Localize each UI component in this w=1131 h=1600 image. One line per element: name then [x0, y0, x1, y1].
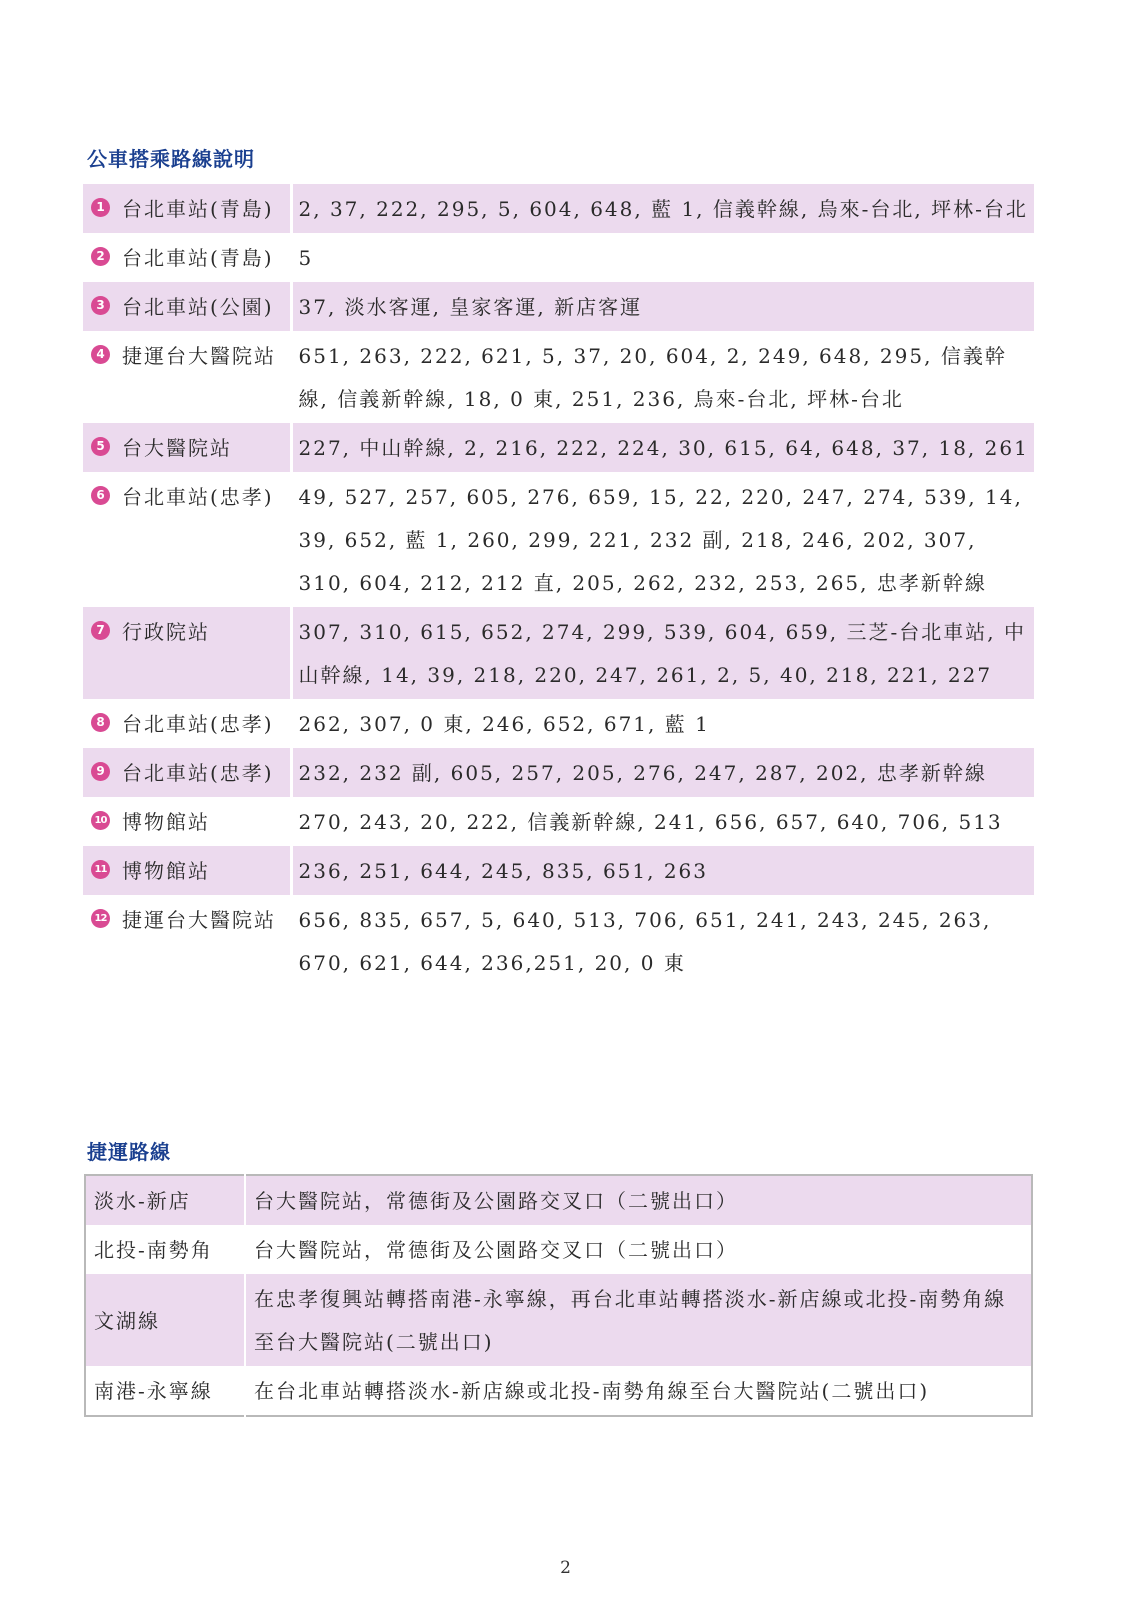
bus-route-table — [83, 184, 1034, 987]
number-badge-icon: 6 — [91, 486, 110, 505]
bus-stop-name: 台北車站(青島) — [122, 246, 274, 270]
bus-stop-name: 台北車站(忠孝) — [122, 485, 274, 509]
table-row — [85, 1225, 1032, 1274]
bus-route-list: 5 — [291, 233, 1034, 282]
table-row — [85, 1366, 1032, 1416]
bus-route-list: 2, 37, 222, 295, 5, 604, 648, 藍 1, 信義幹線, 烏來-台北, 坪林-台北 — [291, 184, 1034, 233]
mrt-route-table — [84, 1174, 1033, 1417]
bus-route-list: 37, 淡水客運, 皇家客運, 新店客運 — [291, 282, 1034, 331]
mrt-line-name: 文湖線 — [85, 1274, 245, 1366]
table-row — [83, 233, 1034, 282]
bus-route-list: 270, 243, 20, 222, 信義新幹線, 241, 656, 657, 640, 706, 513 — [291, 797, 1034, 846]
bus-route-list: 232, 232 副, 605, 257, 205, 276, 247, 287, 202, 忠孝新幹線 — [291, 748, 1034, 797]
number-badge-icon: 10 — [91, 811, 110, 830]
number-badge-icon: 11 — [91, 860, 110, 879]
number-badge-icon: 7 — [91, 621, 110, 640]
bus-stop-name: 博物館站 — [122, 810, 210, 834]
number-badge-icon: 9 — [91, 762, 110, 781]
table-row — [83, 895, 1034, 987]
number-badge-icon: 12 — [91, 909, 110, 928]
table-row — [83, 846, 1034, 895]
bus-stop-name: 博物館站 — [122, 859, 210, 883]
number-badge-icon: 8 — [91, 713, 110, 732]
bus-stop-name: 台北車站(公園) — [122, 295, 274, 319]
mrt-directions: 台大醫院站，常德街及公園路交叉口（二號出口） — [245, 1175, 1032, 1225]
mrt-directions: 台大醫院站，常德街及公園路交叉口（二號出口） — [245, 1225, 1032, 1274]
table-row — [83, 797, 1034, 846]
bus-stop-name: 捷運台大醫院站 — [122, 908, 276, 932]
table-row — [83, 423, 1034, 472]
table-row — [83, 282, 1034, 331]
number-badge-icon: 1 — [91, 198, 110, 217]
bus-route-list: 307, 310, 615, 652, 274, 299, 539, 604, 659, 三芝-台北車站, 中山幹線, 14, 39, 218, 220, 247, 261, 2, 5, 40, 218, 221, 227 — [291, 607, 1034, 699]
bus-route-list: 651, 263, 222, 621, 5, 37, 20, 604, 2, 249, 648, 295, 信義幹線, 信義新幹線, 18, 0 東, 251, 236, 烏來-台北, 坪林-台北 — [291, 331, 1034, 423]
bus-route-list: 656, 835, 657, 5, 640, 513, 706, 651, 241, 243, 245, 263, 670, 621, 644, 236,251, 20, 0 東 — [291, 895, 1034, 987]
bus-stop-name: 捷運台大醫院站 — [122, 344, 276, 368]
table-row — [83, 184, 1034, 233]
mrt-section-title: 捷運路線 — [87, 1140, 171, 1164]
bus-stop-name: 行政院站 — [122, 620, 210, 644]
bus-section-title: 公車搭乘路線說明 — [87, 147, 255, 171]
number-badge-icon: 2 — [91, 247, 110, 266]
bus-route-list: 227, 中山幹線, 2, 216, 222, 224, 30, 615, 64, 648, 37, 18, 261 — [291, 423, 1034, 472]
bus-stop-name: 台北車站(忠孝) — [122, 712, 274, 736]
bus-stop-name: 台北車站(青島) — [122, 197, 274, 221]
bus-stop-name: 台北車站(忠孝) — [122, 761, 274, 785]
table-row — [83, 331, 1034, 423]
number-badge-icon: 3 — [91, 296, 110, 315]
number-badge-icon: 4 — [91, 345, 110, 364]
mrt-line-name: 北投-南勢角 — [94, 1238, 213, 1262]
table-row — [85, 1175, 1032, 1225]
bus-route-list: 49, 527, 257, 605, 276, 659, 15, 22, 220, 247, 274, 539, 14, 39, 652, 藍 1, 260, 299, 221, 232 副, 218, 246, 202, 307, 310, 604, 212, 212 直, 205, 262, 232, 253, 265, 忠孝新幹線 — [291, 472, 1034, 607]
page-number: 2 — [560, 1558, 571, 1578]
table-row — [83, 748, 1034, 797]
table-row — [83, 607, 1034, 699]
table-row — [85, 1274, 1032, 1366]
mrt-directions: 在台北車站轉搭淡水-新店線或北投-南勢角線至台大醫院站(二號出口) — [245, 1366, 1032, 1416]
number-badge-icon: 5 — [91, 437, 110, 456]
table-row — [83, 472, 1034, 607]
table-row — [83, 699, 1034, 748]
mrt-line-name: 淡水-新店 — [85, 1175, 245, 1225]
mrt-directions: 在忠孝復興站轉搭南港-永寧線，再台北車站轉搭淡水-新店線或北投-南勢角線至台大醫院站(二號出口) — [245, 1274, 1032, 1366]
bus-route-list: 262, 307, 0 東, 246, 652, 671, 藍 1 — [291, 699, 1034, 748]
mrt-line-name: 南港-永寧線 — [94, 1379, 213, 1403]
bus-route-list: 236, 251, 644, 245, 835, 651, 263 — [291, 846, 1034, 895]
bus-stop-name: 台大醫院站 — [122, 436, 232, 460]
